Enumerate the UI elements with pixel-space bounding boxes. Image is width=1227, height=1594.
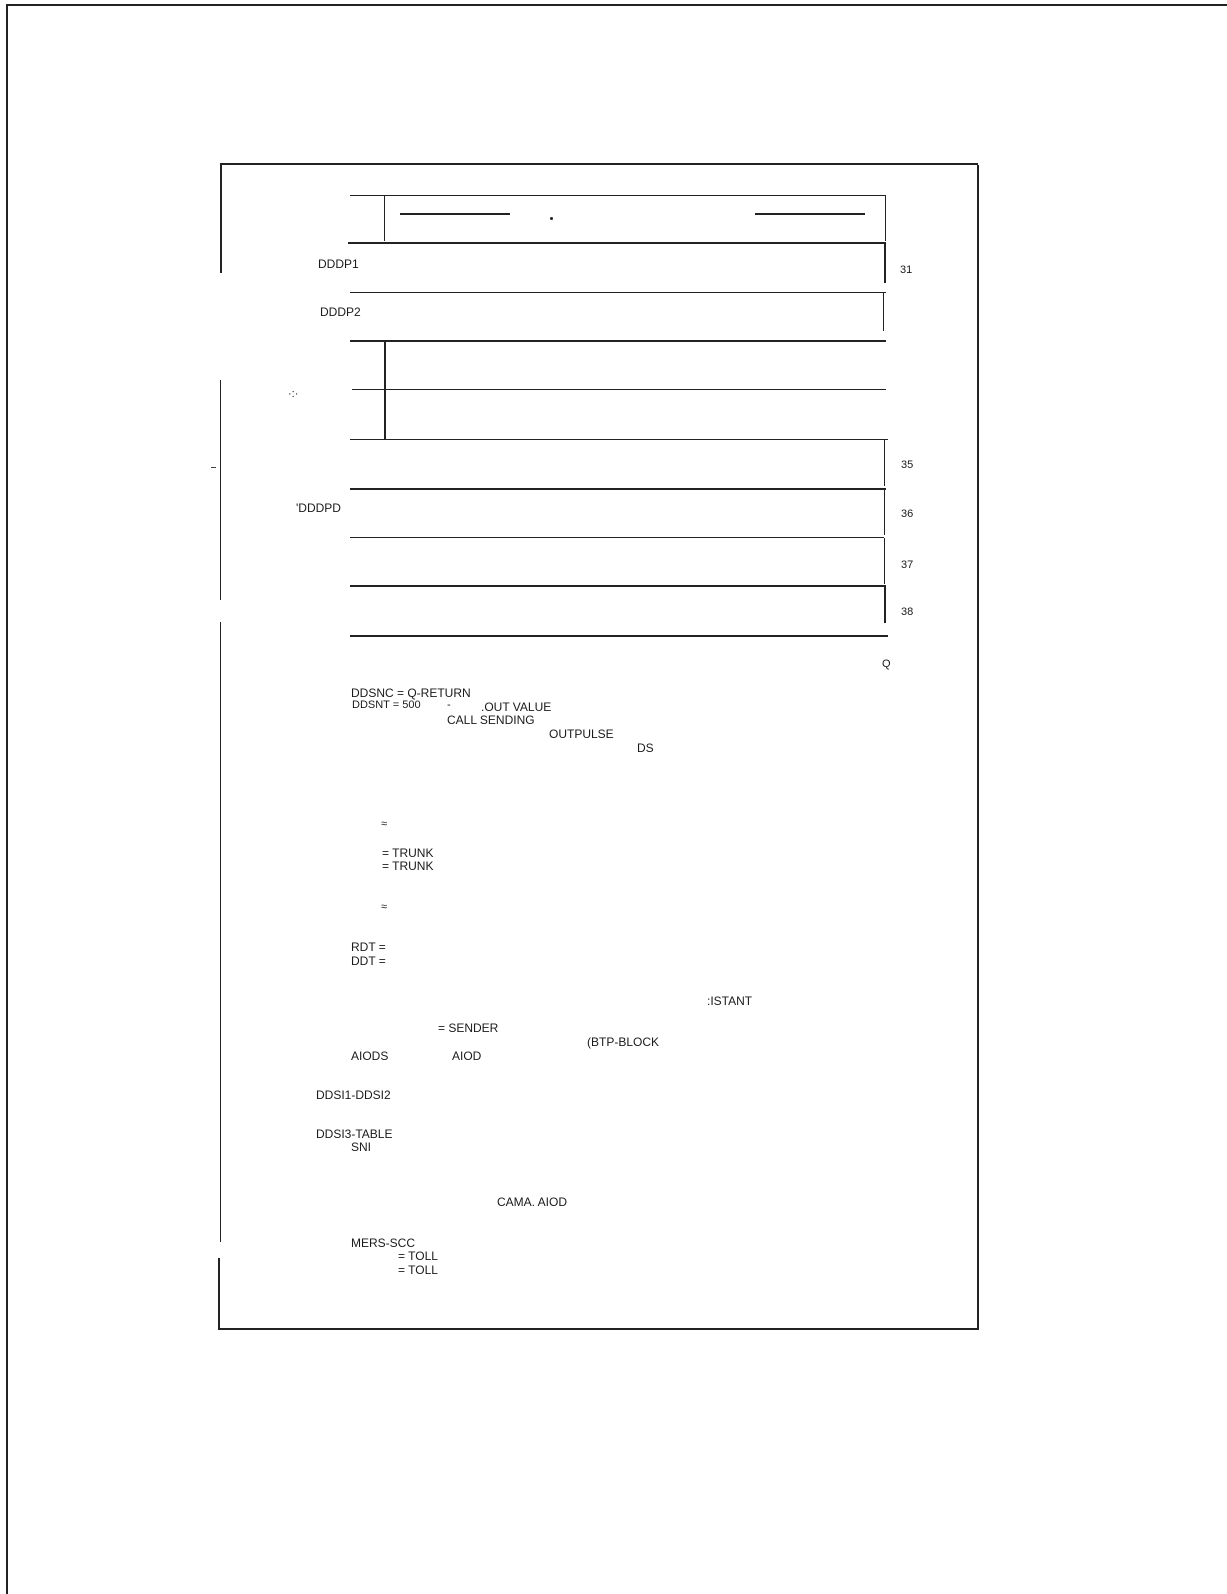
note-toll-2: = TOLL: [398, 1263, 438, 1277]
note-sni: SNI: [351, 1140, 372, 1154]
row-rule-8: [350, 585, 886, 587]
note-aiod: AIOD: [452, 1049, 482, 1063]
page-left-edge: [6, 4, 8, 1594]
margin-tick: [211, 467, 216, 468]
row-rule-9: [350, 635, 888, 637]
frame-left-bottom: [218, 1258, 220, 1330]
header-divider: [384, 195, 385, 241]
row-label-dddp2: DDDP2: [320, 305, 361, 319]
line-number-35: 35: [901, 459, 914, 471]
header-dot: [550, 217, 553, 220]
header-right-rule: [885, 195, 886, 241]
row-rule-2: [350, 292, 886, 293]
note-rdt: RDT =: [351, 940, 386, 954]
line-number-36: 36: [901, 508, 914, 520]
note-btp-block: (BTP-BLOCK: [587, 1035, 660, 1049]
frame-top: [220, 163, 978, 165]
note-istant: :ISTANT: [707, 994, 753, 1008]
line-number-38: 38: [901, 606, 914, 618]
note-ddsnt: DDSNT = 500: [352, 699, 421, 711]
note-aiods: AIODS: [351, 1049, 389, 1063]
note-trunk-1: = TRUNK: [382, 846, 434, 860]
note-ddsnc: DDSNC = Q-RETURN: [351, 686, 471, 700]
note-call-sending: CALL SENDING: [447, 713, 535, 727]
note-approx-1: ≈: [381, 818, 388, 830]
frame-bottom: [220, 1328, 978, 1330]
note-ddsi1-ddsi2: DDSI1-DDSI2: [316, 1088, 391, 1102]
note-cama-aiod: CAMA. AIOD: [497, 1195, 568, 1209]
header-right-bar: [755, 213, 865, 215]
row-7-right-mark: [884, 538, 885, 584]
frame-left-mid: [220, 380, 221, 600]
header-left-bar: [400, 213, 510, 215]
row-6-right-mark: [884, 489, 885, 535]
row-5-right-mark: [884, 440, 885, 486]
subtable-divider: [384, 341, 386, 440]
note-ddt: DDT =: [351, 954, 386, 968]
row-rule-6: [350, 488, 886, 490]
page-top-edge: [6, 4, 1227, 6]
row-rule-4: [352, 389, 886, 390]
frame-left-lower: [220, 622, 221, 1242]
frame-right: [977, 165, 979, 1330]
row-rule-3: [350, 340, 886, 342]
note-out-value: .OUT VALUE: [481, 700, 552, 714]
row-8-right-mark: [884, 587, 886, 623]
note-trunk-2: = TRUNK: [382, 859, 434, 873]
line-number-37: 37: [901, 559, 914, 571]
note-dash: -: [447, 699, 451, 711]
note-sender: = SENDER: [438, 1021, 499, 1035]
row-rule-1: [348, 242, 886, 244]
row-2-right-mark: [883, 293, 884, 331]
note-ddsi3-table: DDSI3-TABLE: [316, 1127, 393, 1141]
note-outpulse: OUTPULSE: [549, 727, 614, 741]
row-1-right-mark: [884, 243, 886, 283]
line-number-31: 31: [900, 264, 913, 276]
note-ds: DS: [637, 741, 654, 755]
row-label-dddp1: DDDP1: [318, 257, 359, 271]
row-label-dddpd: 'DDDPD: [296, 501, 341, 515]
row-rule-5: [350, 439, 888, 440]
row-mark: ·:·: [288, 388, 299, 400]
note-mers-scc: MERS-SCC: [351, 1236, 416, 1250]
row-rule-7: [350, 537, 884, 538]
frame-left-upper: [220, 163, 222, 273]
note-approx-2: ≈: [381, 901, 388, 913]
line-mark-q: Q: [882, 658, 891, 670]
note-toll-1: = TOLL: [398, 1249, 438, 1263]
header-top-rule: [350, 195, 886, 196]
